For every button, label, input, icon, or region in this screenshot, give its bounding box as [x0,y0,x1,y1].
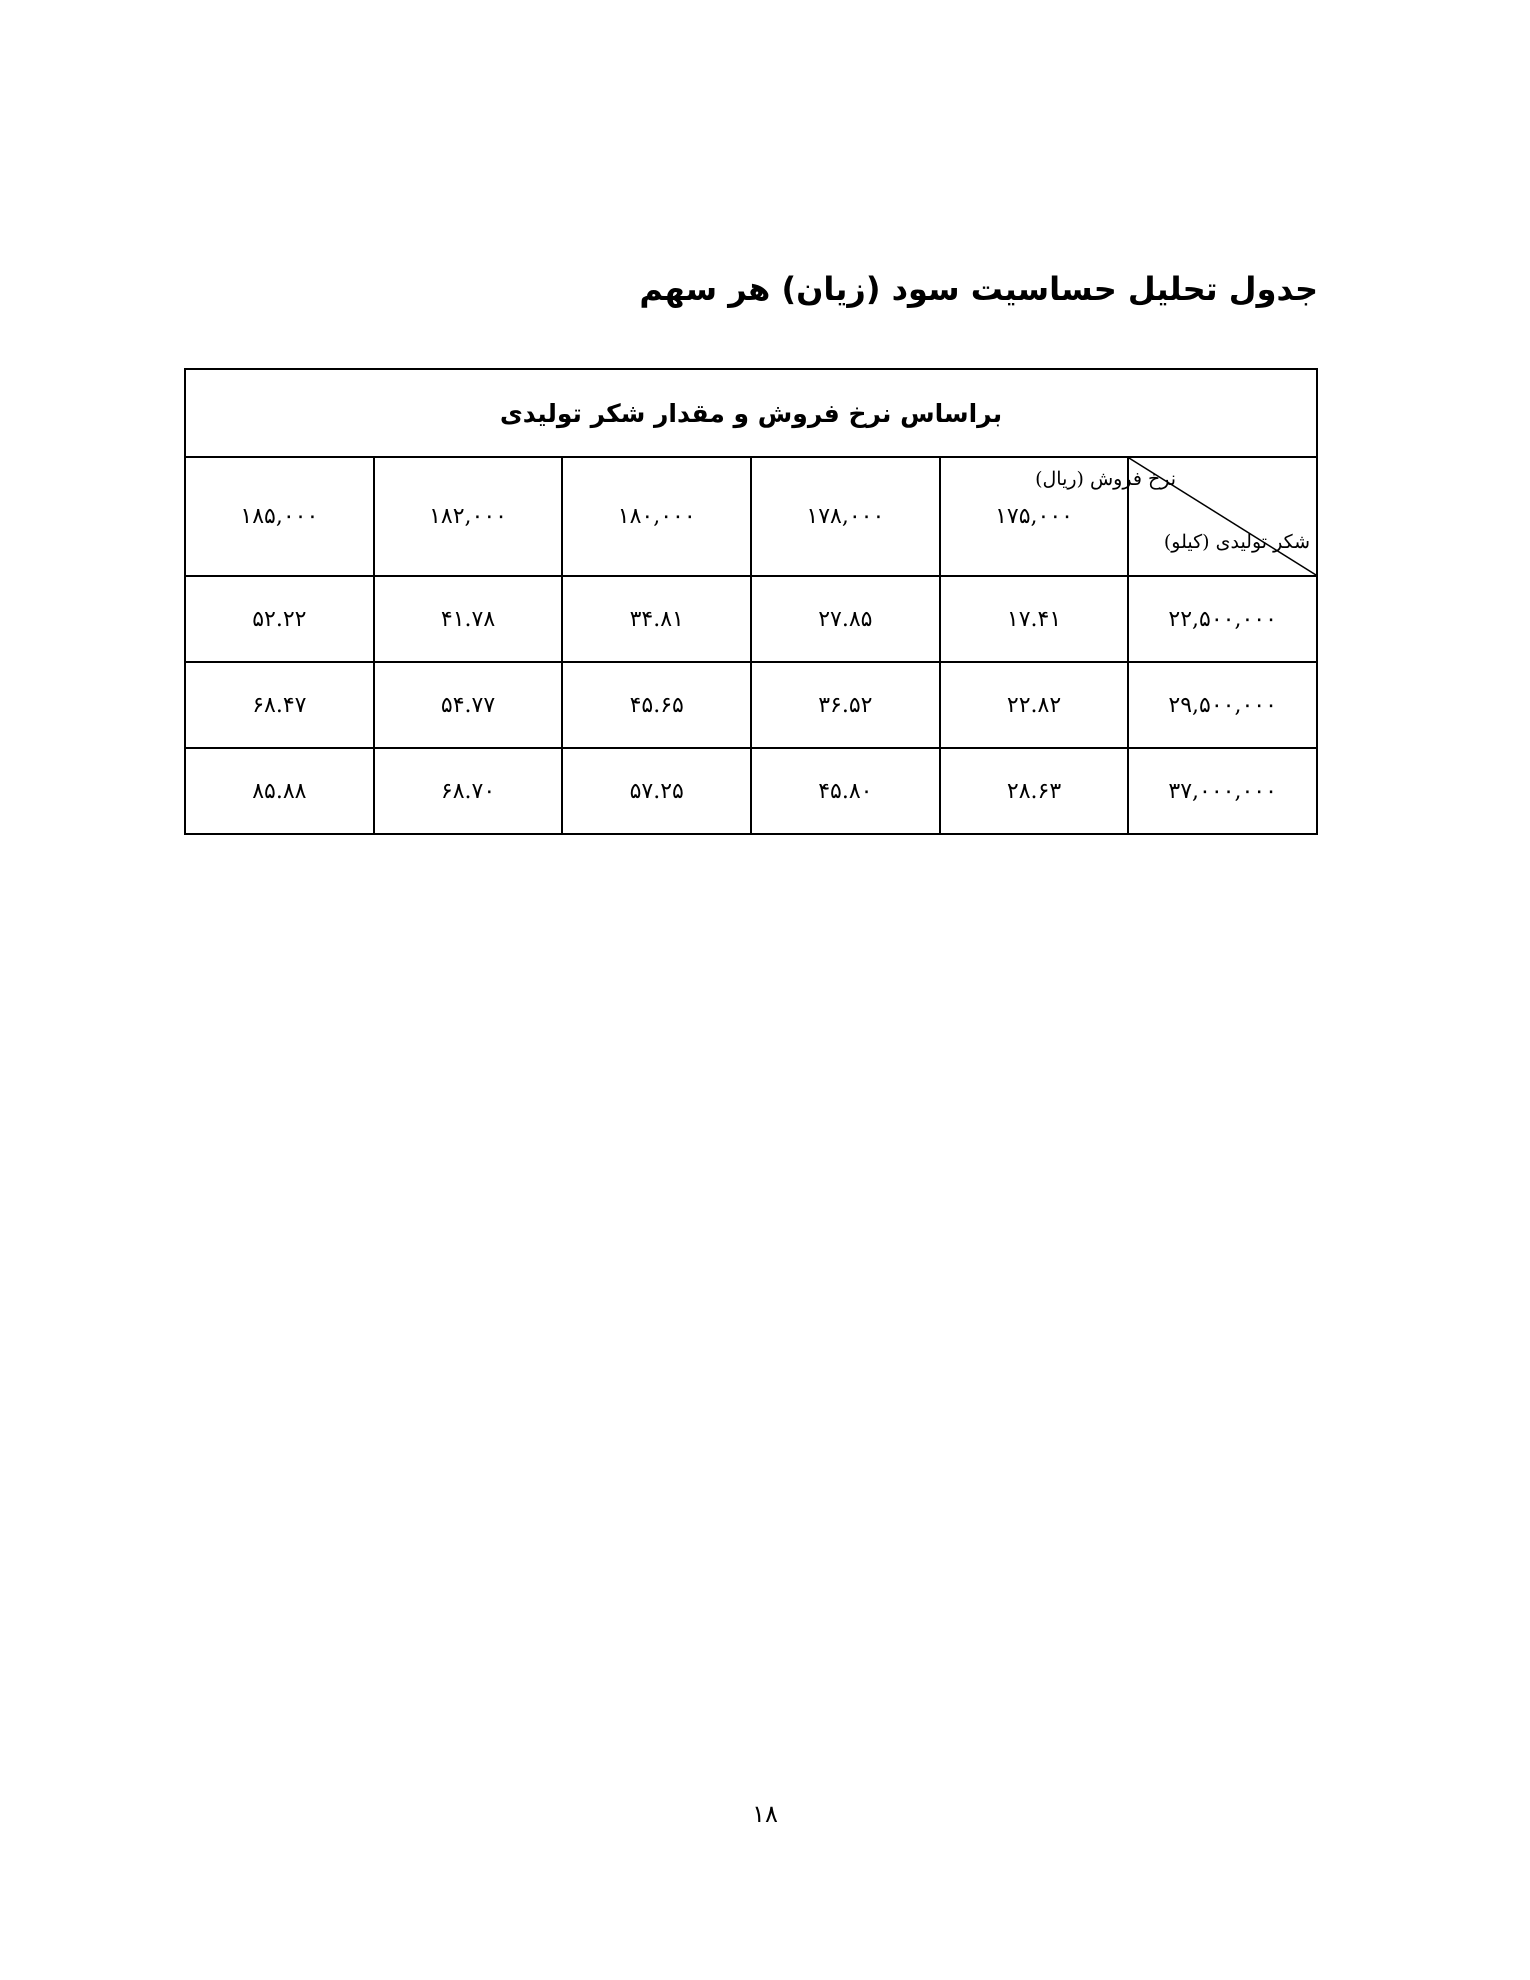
value-cell: ۳۶.۵۲ [751,662,940,748]
value-cell: ۴۱.۷۸ [374,576,563,662]
price-header: ۱۷۸,۰۰۰ [751,457,940,576]
quantity-cell: ۳۷,۰۰۰,۰۰۰ [1128,748,1317,834]
price-header: ۱۷۵,۰۰۰ [940,457,1129,576]
price-header: ۱۸۵,۰۰۰ [185,457,374,576]
value-cell: ۴۵.۸۰ [751,748,940,834]
corner-bottom-label: شکر تولیدی (کیلو) [1163,531,1310,553]
value-cell: ۲۲.۸۲ [940,662,1129,748]
value-cell: ۴۵.۶۵ [562,662,751,748]
value-cell: ۸۵.۸۸ [185,748,374,834]
corner-top-label: نرخ فروش (ریال) [1035,468,1176,490]
caption-row [185,369,1317,457]
corner-header-cell [1035,457,1317,576]
header-row [185,457,1317,576]
quantity-cell: ۲۹,۵۰۰,۰۰۰ [1128,662,1317,748]
table-caption: براساس نرخ فروش و مقدار شکر تولیدی [185,369,1317,457]
value-cell: ۶۸.۴۷ [185,662,374,748]
table-row [185,576,1317,662]
value-cell: ۲۷.۸۵ [751,576,940,662]
value-cell: ۲۸.۶۳ [940,748,1129,834]
table-row [185,748,1317,834]
value-cell: ۵۲.۲۲ [185,576,374,662]
value-cell: ۳۴.۸۱ [562,576,751,662]
quantity-cell: ۲۲,۵۰۰,۰۰۰ [1128,576,1317,662]
page-number: ۱۸ [752,1800,778,1828]
price-header: ۱۸۰,۰۰۰ [562,457,751,576]
price-header: ۱۸۲,۰۰۰ [374,457,563,576]
value-cell: ۱۷.۴۱ [940,576,1129,662]
table-row [185,662,1317,748]
page-title: جدول تحلیل حساسیت سود (زیان) هر سهم [639,270,1318,308]
sensitivity-table [184,368,1318,835]
value-cell: ۵۷.۲۵ [562,748,751,834]
value-cell: ۶۸.۷۰ [374,748,563,834]
value-cell: ۵۴.۷۷ [374,662,563,748]
